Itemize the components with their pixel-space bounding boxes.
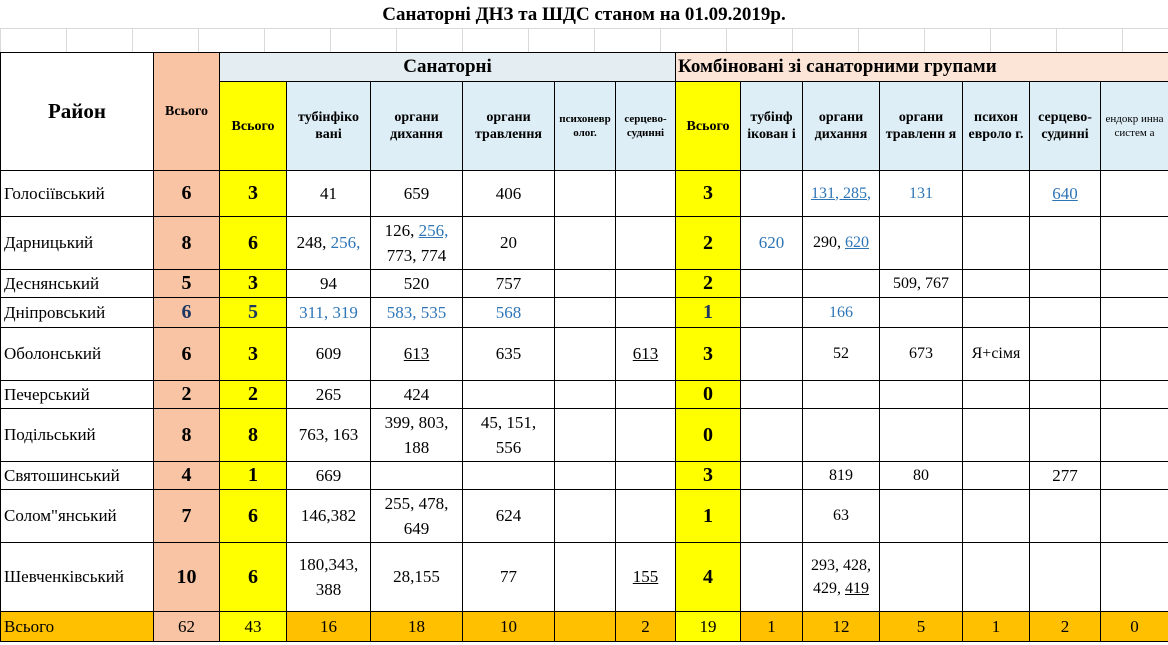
cell-text: 290, xyxy=(813,234,845,251)
cell-k-dig: 673 xyxy=(880,328,963,381)
cell-k-cardio: 277 xyxy=(1030,462,1101,490)
cell-s-cardio: 155 xyxy=(616,543,676,612)
header-raion: Район xyxy=(1,53,154,171)
row-total: 6 xyxy=(154,328,220,381)
table-row xyxy=(1,381,1168,409)
header-s-tub: тубінфіко вані xyxy=(287,82,371,171)
header-k-tub: тубінф ікован і xyxy=(741,82,803,171)
table-row xyxy=(1,270,1168,298)
totals-cell: 5 xyxy=(880,612,963,642)
table-row xyxy=(1,490,1168,543)
cell-s-dig xyxy=(463,462,555,490)
cell-s-cardio xyxy=(616,270,676,298)
cell-k-resp xyxy=(803,409,880,462)
cell-k-tub: 620 xyxy=(741,217,803,270)
cell-k-psy xyxy=(963,298,1030,328)
raion-name: Подільський xyxy=(1,409,154,462)
row-s-total: 3 xyxy=(220,328,287,381)
row-k-total: 2 xyxy=(676,270,741,298)
cell-s-cardio xyxy=(616,381,676,409)
kindergarten-link[interactable]: 256, xyxy=(418,221,449,240)
raion-name: Шевченківський xyxy=(1,543,154,612)
cell-s-dig: 757 xyxy=(463,270,555,298)
cell-text: 248, xyxy=(296,233,331,252)
cell-s-psy xyxy=(555,381,616,409)
raion-name: Оболонський xyxy=(1,328,154,381)
cell-k-tub xyxy=(741,543,803,612)
cell-s-psy xyxy=(555,490,616,543)
cell-k-dig xyxy=(880,381,963,409)
table-row xyxy=(1,409,1168,462)
totals-cell: 1 xyxy=(741,612,803,642)
cell-s-cardio: 613 xyxy=(616,328,676,381)
cell-k-dig: 509, 767 xyxy=(880,270,963,298)
totals-label: Всього xyxy=(1,612,154,642)
cell-s-psy xyxy=(555,270,616,298)
cell-s-psy xyxy=(555,462,616,490)
cell-text: 773, 774 xyxy=(386,246,447,265)
row-total: 5 xyxy=(154,270,220,298)
row-total: 6 xyxy=(154,298,220,328)
kindergarten-link[interactable]: 131 xyxy=(811,184,835,202)
cell-s-resp: 659 xyxy=(371,171,463,217)
row-k-total: 1 xyxy=(676,298,741,328)
cell-k-psy xyxy=(963,462,1030,490)
cell-k-psy: Я+сімя xyxy=(963,328,1030,381)
cell-text: 399, 803, xyxy=(384,413,449,432)
cell-k-psy xyxy=(963,217,1030,270)
kindergarten-link[interactable]: 640 xyxy=(1052,183,1078,203)
cell-s-psy xyxy=(555,298,616,328)
cell-k-endo xyxy=(1101,490,1168,543)
cell-k-cardio xyxy=(1030,490,1101,543)
cell-k-dig xyxy=(880,490,963,543)
cell-k-dig xyxy=(880,543,963,612)
cell-s-cardio xyxy=(616,490,676,543)
cell-s-psy xyxy=(555,171,616,217)
cell-k-endo xyxy=(1101,543,1168,612)
cell-s-cardio xyxy=(616,171,676,217)
header-k-endo: ендокр инна систем а xyxy=(1101,82,1168,171)
cell-s-cardio xyxy=(616,409,676,462)
row-k-total: 3 xyxy=(676,171,741,217)
cell-k-psy xyxy=(963,490,1030,543)
sheet-gridlines xyxy=(0,28,1168,53)
totals-cell: 62 xyxy=(154,612,220,642)
row-k-total: 4 xyxy=(676,543,741,612)
cell-k-cardio xyxy=(1030,171,1101,217)
cell-s-tub: 265 xyxy=(287,381,371,409)
cell-k-cardio xyxy=(1030,298,1101,328)
cell-s-resp xyxy=(371,490,463,543)
row-total: 2 xyxy=(154,381,220,409)
row-s-total: 6 xyxy=(220,543,287,612)
totals-cell: 19 xyxy=(676,612,741,642)
header-s-total: Всього xyxy=(220,82,287,171)
row-total: 8 xyxy=(154,409,220,462)
cell-text: 180,343, xyxy=(298,555,359,574)
cell-k-cardio xyxy=(1030,543,1101,612)
header-s-cardio: серцево-судинні xyxy=(616,82,676,171)
cell-s-tub: 763, 163 xyxy=(287,409,371,462)
cell-k-cardio xyxy=(1030,328,1101,381)
row-s-total: 2 xyxy=(220,381,287,409)
cell-k-psy xyxy=(963,381,1030,409)
cell-s-tub xyxy=(287,217,371,270)
cell-text: 293, 428, xyxy=(811,557,871,574)
cell-k-cardio xyxy=(1030,270,1101,298)
cell-s-tub: 41 xyxy=(287,171,371,217)
cell-text: 388 xyxy=(315,580,342,599)
header-total: Всього xyxy=(154,53,220,171)
cell-s-resp xyxy=(371,217,463,270)
totals-cell: 2 xyxy=(616,612,676,642)
cell-k-dig: 80 xyxy=(880,462,963,490)
row-k-total: 3 xyxy=(676,328,741,381)
cell-k-endo xyxy=(1101,217,1168,270)
cell-k-tub xyxy=(741,328,803,381)
header-row-groups xyxy=(1,53,1168,82)
row-total: 4 xyxy=(154,462,220,490)
cell-k-psy xyxy=(963,409,1030,462)
cell-s-dig: 406 xyxy=(463,171,555,217)
cell-k-tub xyxy=(741,462,803,490)
row-k-total: 3 xyxy=(676,462,741,490)
cell-s-dig: 635 xyxy=(463,328,555,381)
cell-text: 255, 478, xyxy=(384,494,449,513)
cell-s-tub: 94 xyxy=(287,270,371,298)
kindergarten-link[interactable]: 285 xyxy=(843,184,867,202)
cell-k-endo xyxy=(1101,171,1168,217)
cell-s-resp xyxy=(371,409,463,462)
cell-s-cardio xyxy=(616,217,676,270)
cell-s-resp: 520 xyxy=(371,270,463,298)
raion-name: Печерський xyxy=(1,381,154,409)
cell-k-dig xyxy=(880,409,963,462)
cell-s-dig: 20 xyxy=(463,217,555,270)
header-k-dig: органи травленн я xyxy=(880,82,963,171)
cell-k-dig: 131 xyxy=(880,171,963,217)
header-s-psy: психоневр олог. xyxy=(555,82,616,171)
cell-k-cardio xyxy=(1030,381,1101,409)
row-s-total: 3 xyxy=(220,171,287,217)
table-row xyxy=(1,171,1168,217)
cell-s-cardio xyxy=(616,298,676,328)
raion-name: Святошинський xyxy=(1,462,154,490)
cell-s-resp xyxy=(371,462,463,490)
cell-k-endo xyxy=(1101,328,1168,381)
row-k-total: 0 xyxy=(676,381,741,409)
row-s-total: 3 xyxy=(220,270,287,298)
kindergarten-link[interactable]: 620 xyxy=(845,234,869,251)
cell-k-resp: 63 xyxy=(803,490,880,543)
header-s-resp: органи дихання xyxy=(371,82,463,171)
header-k-psy: психон евроло г. xyxy=(963,82,1030,171)
header-k-cardio: серцево-судинні xyxy=(1030,82,1101,171)
cell-k-tub xyxy=(741,270,803,298)
cell-k-endo xyxy=(1101,298,1168,328)
header-kombinovani-group: Комбіновані зі санаторними групами xyxy=(676,53,1168,82)
cell-k-endo xyxy=(1101,381,1168,409)
totals-cell: 10 xyxy=(463,612,555,642)
table-row xyxy=(1,298,1168,328)
sanatorium-table xyxy=(0,52,1168,642)
cell-s-psy xyxy=(555,543,616,612)
raion-name: Деснянський xyxy=(1,270,154,298)
header-k-resp: органи дихання xyxy=(803,82,880,171)
table-row xyxy=(1,462,1168,490)
cell-k-endo xyxy=(1101,270,1168,298)
totals-cell: 43 xyxy=(220,612,287,642)
cell-k-tub xyxy=(741,409,803,462)
page-title: Санаторні ДНЗ та ШДС станом на 01.09.2019р. xyxy=(382,4,786,25)
cell-text: 429, xyxy=(813,580,845,597)
cell-s-tub: 669 xyxy=(287,462,371,490)
cell-s-dig: 624 xyxy=(463,490,555,543)
table-row xyxy=(1,328,1168,381)
cell-text: 188 xyxy=(403,438,430,457)
cell-s-dig: 77 xyxy=(463,543,555,612)
totals-cell: 12 xyxy=(803,612,880,642)
cell-text: 556 xyxy=(495,438,522,457)
cell-k-tub xyxy=(741,490,803,543)
row-s-total: 8 xyxy=(220,409,287,462)
cell-s-psy xyxy=(555,217,616,270)
cell-k-tub xyxy=(741,298,803,328)
cell-s-dig xyxy=(463,381,555,409)
row-total: 10 xyxy=(154,543,220,612)
totals-row xyxy=(1,612,1168,642)
cell-s-psy xyxy=(555,409,616,462)
cell-k-endo xyxy=(1101,462,1168,490)
cell-k-cardio xyxy=(1030,217,1101,270)
totals-cell: 18 xyxy=(371,612,463,642)
cell-text-blue: 256, xyxy=(330,233,361,252)
cell-k-resp: 819 xyxy=(803,462,880,490)
header-k-total: Всього xyxy=(676,82,741,171)
cell-s-resp: 28,155 xyxy=(371,543,463,612)
cell-s-resp: 424 xyxy=(371,381,463,409)
cell-k-resp xyxy=(803,217,880,270)
table-row xyxy=(1,217,1168,270)
cell-k-tub xyxy=(741,171,803,217)
cell-k-dig xyxy=(880,217,963,270)
raion-name: Дніпровський xyxy=(1,298,154,328)
cell-text-underlined: 419 xyxy=(845,580,869,597)
cell-k-psy xyxy=(963,171,1030,217)
row-s-total: 1 xyxy=(220,462,287,490)
cell-k-resp: 131, 285, xyxy=(803,171,880,217)
cell-k-resp xyxy=(803,270,880,298)
cell-s-tub xyxy=(287,543,371,612)
cell-k-resp: 52 xyxy=(803,328,880,381)
totals-cell: 2 xyxy=(1030,612,1101,642)
cell-s-dig: 568 xyxy=(463,298,555,328)
row-k-total: 0 xyxy=(676,409,741,462)
cell-k-resp xyxy=(803,381,880,409)
row-k-total: 2 xyxy=(676,217,741,270)
totals-cell xyxy=(555,612,616,642)
cell-k-psy xyxy=(963,543,1030,612)
totals-cell: 1 xyxy=(963,612,1030,642)
cell-s-tub: 146,382 xyxy=(287,490,371,543)
header-sanatorni-group: Санаторні xyxy=(220,53,676,82)
cell-k-resp: 166 xyxy=(803,298,880,328)
cell-k-endo xyxy=(1101,409,1168,462)
cell-k-cardio xyxy=(1030,409,1101,462)
cell-text: 126, xyxy=(384,221,419,240)
cell-k-resp xyxy=(803,543,880,612)
row-s-total: 5 xyxy=(220,298,287,328)
row-s-total: 6 xyxy=(220,217,287,270)
row-total: 6 xyxy=(154,171,220,217)
cell-s-resp: 583, 535 xyxy=(371,298,463,328)
cell-s-cardio xyxy=(616,462,676,490)
row-k-total: 1 xyxy=(676,490,741,543)
totals-cell: 0 xyxy=(1101,612,1168,642)
cell-k-psy xyxy=(963,270,1030,298)
row-total: 7 xyxy=(154,490,220,543)
cell-k-tub xyxy=(741,381,803,409)
cell-text: 45, 151, xyxy=(480,413,537,432)
cell-text: 649 xyxy=(403,519,430,538)
raion-name: Солом"янський xyxy=(1,490,154,543)
raion-name: Дарницький xyxy=(1,217,154,270)
row-s-total: 6 xyxy=(220,490,287,543)
header-s-dig: органи травлення xyxy=(463,82,555,171)
totals-cell: 16 xyxy=(287,612,371,642)
cell-s-psy xyxy=(555,328,616,381)
raion-name: Голосіївський xyxy=(1,171,154,217)
table-row xyxy=(1,543,1168,612)
cell-s-dig xyxy=(463,409,555,462)
row-total: 8 xyxy=(154,217,220,270)
cell-s-tub: 609 xyxy=(287,328,371,381)
cell-s-resp: 613 xyxy=(371,328,463,381)
cell-k-dig xyxy=(880,298,963,328)
cell-s-tub: 311, 319 xyxy=(287,298,371,328)
